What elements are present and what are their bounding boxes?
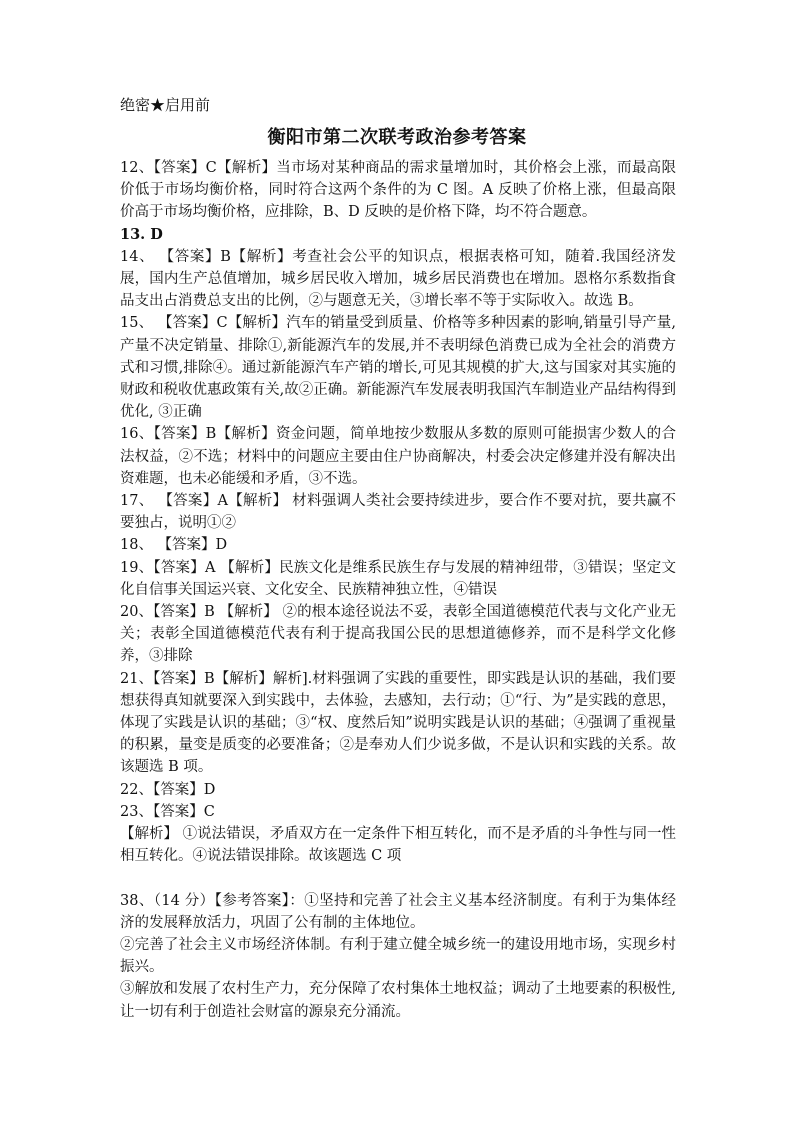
answer-20: 20、【答案】B 【解析】 ②的根本途径说法不妥，表彰全国道德模范代表与文化产业无关；表彰全国道德模范代表有利于提高我国公民的思想道德修养，而不是科学文化修养，③排除 — [120, 604, 676, 665]
answer-18: 18、 【答案】D — [120, 537, 228, 554]
answer-body — [120, 157, 676, 1023]
answer-22: 22、【答案】D — [120, 781, 216, 798]
answer-17: 17、 【答案】A【解析】 材料强调人类社会要持续进步，要合作不要对抗，要共赢不要独占，说明①② — [120, 493, 676, 532]
section-gap — [120, 868, 676, 890]
answer-23-analysis: 【解析】 ①说法错误，矛盾双方在一定条件下相互转化，而不是矛盾的斗争性与同一性相互转化。④说法错误排除。故该题选 C 项 — [120, 826, 676, 865]
answer-12: 12、【答案】C【解析】当市场对某种商品的需求量增加时，其价格会上涨，而最高限价低于市场均衡价格，同时符合这两个条件的为 C 图。A 反映了价格上涨，但最高限价高于市场均衡价格，应排除，B、D 反映的是价格下降，均不符合题意。 — [120, 160, 676, 221]
answer-16: 16、【答案】B【解析】资金问题，简单地按少数服从多数的原则可能损害少数人的合法权益，②不选；材料中的问题应主要由住户协商解决，村委会决定修建并没有解决出资难题，也未必能缓和矛盾，③不选。 — [120, 426, 676, 487]
answer-13: 13. D — [120, 225, 163, 243]
answer-19: 19、【答案】A 【解析】民族文化是维系民族生存与发展的精神纽带，③错误；坚定文化自信事关国运兴衰、文化安全、民族精神独立性，④错误 — [120, 559, 676, 598]
answer-15: 15、 【答案】C【解析】汽车的销量受到质量、价格等多种因素的影响,销量引导产量,产量不决定销量、排除①,新能源汽车的发展,并不表明绿色消费已成为全社会的消费方式和习惯,排除④。通过新能源汽车产销的增长,可见其规模的扩大,这与国家对其实施的财政和税收优惠政策有关,故②正确。新能源汽车发展表明我国汽车制造业产品结构得到优化, ③正确 — [120, 315, 676, 421]
answer-14: 14、 【答案】B【解析】考查社会公平的知识点，根据表格可知，随着.我国经济发展，国内生产总值增加，城乡居民收入增加，城乡居民消费也在增加。恩格尔系数指食品支出占消费总支出的比例，②与题意无关，③增长率不等于实际收入。故选 B。 — [120, 248, 676, 310]
answer-21: 21、【答案】B【解析】解析].材料强调了实践的重要性，即实践是认识的基础，我们要想获得真知就要深入到实践中，去体验，去感知，去行动；①“行、为”是实践的意思，体现了实践是认识的基础；③“权、度然后知”说明实践是认识的基础；④强调了重视量的积累，量变是质变的必要准备；②是奉劝人们少说多做，不是认识和实践的关系。故该题选 B 项。 — [120, 670, 676, 776]
page-title: 衡阳市第二次联考政治参考答案 — [267, 127, 527, 148]
answer-38-point-1: 38、（14 分）【参考答案】：①坚持和完善了社会主义基本经济制度。有利于为集体经济的发展释放活力，巩固了公有制的主体地位。 — [120, 892, 676, 931]
answer-23: 23、【答案】C — [120, 803, 215, 820]
answer-38-point-2: ②完善了社会主义市场经济体制。有利于建立健全城乡统一的建设用地市场，实现乡村振兴。 — [120, 936, 676, 976]
answer-38-point-3: ③解放和发展了农村生产力，充分保障了农村集体土地权益；调动了土地要素的积极性,让一切有利于创造社会财富的源泉充分涌流。 — [120, 981, 676, 1020]
confidential-mark: 绝密★启用前 — [120, 96, 211, 114]
